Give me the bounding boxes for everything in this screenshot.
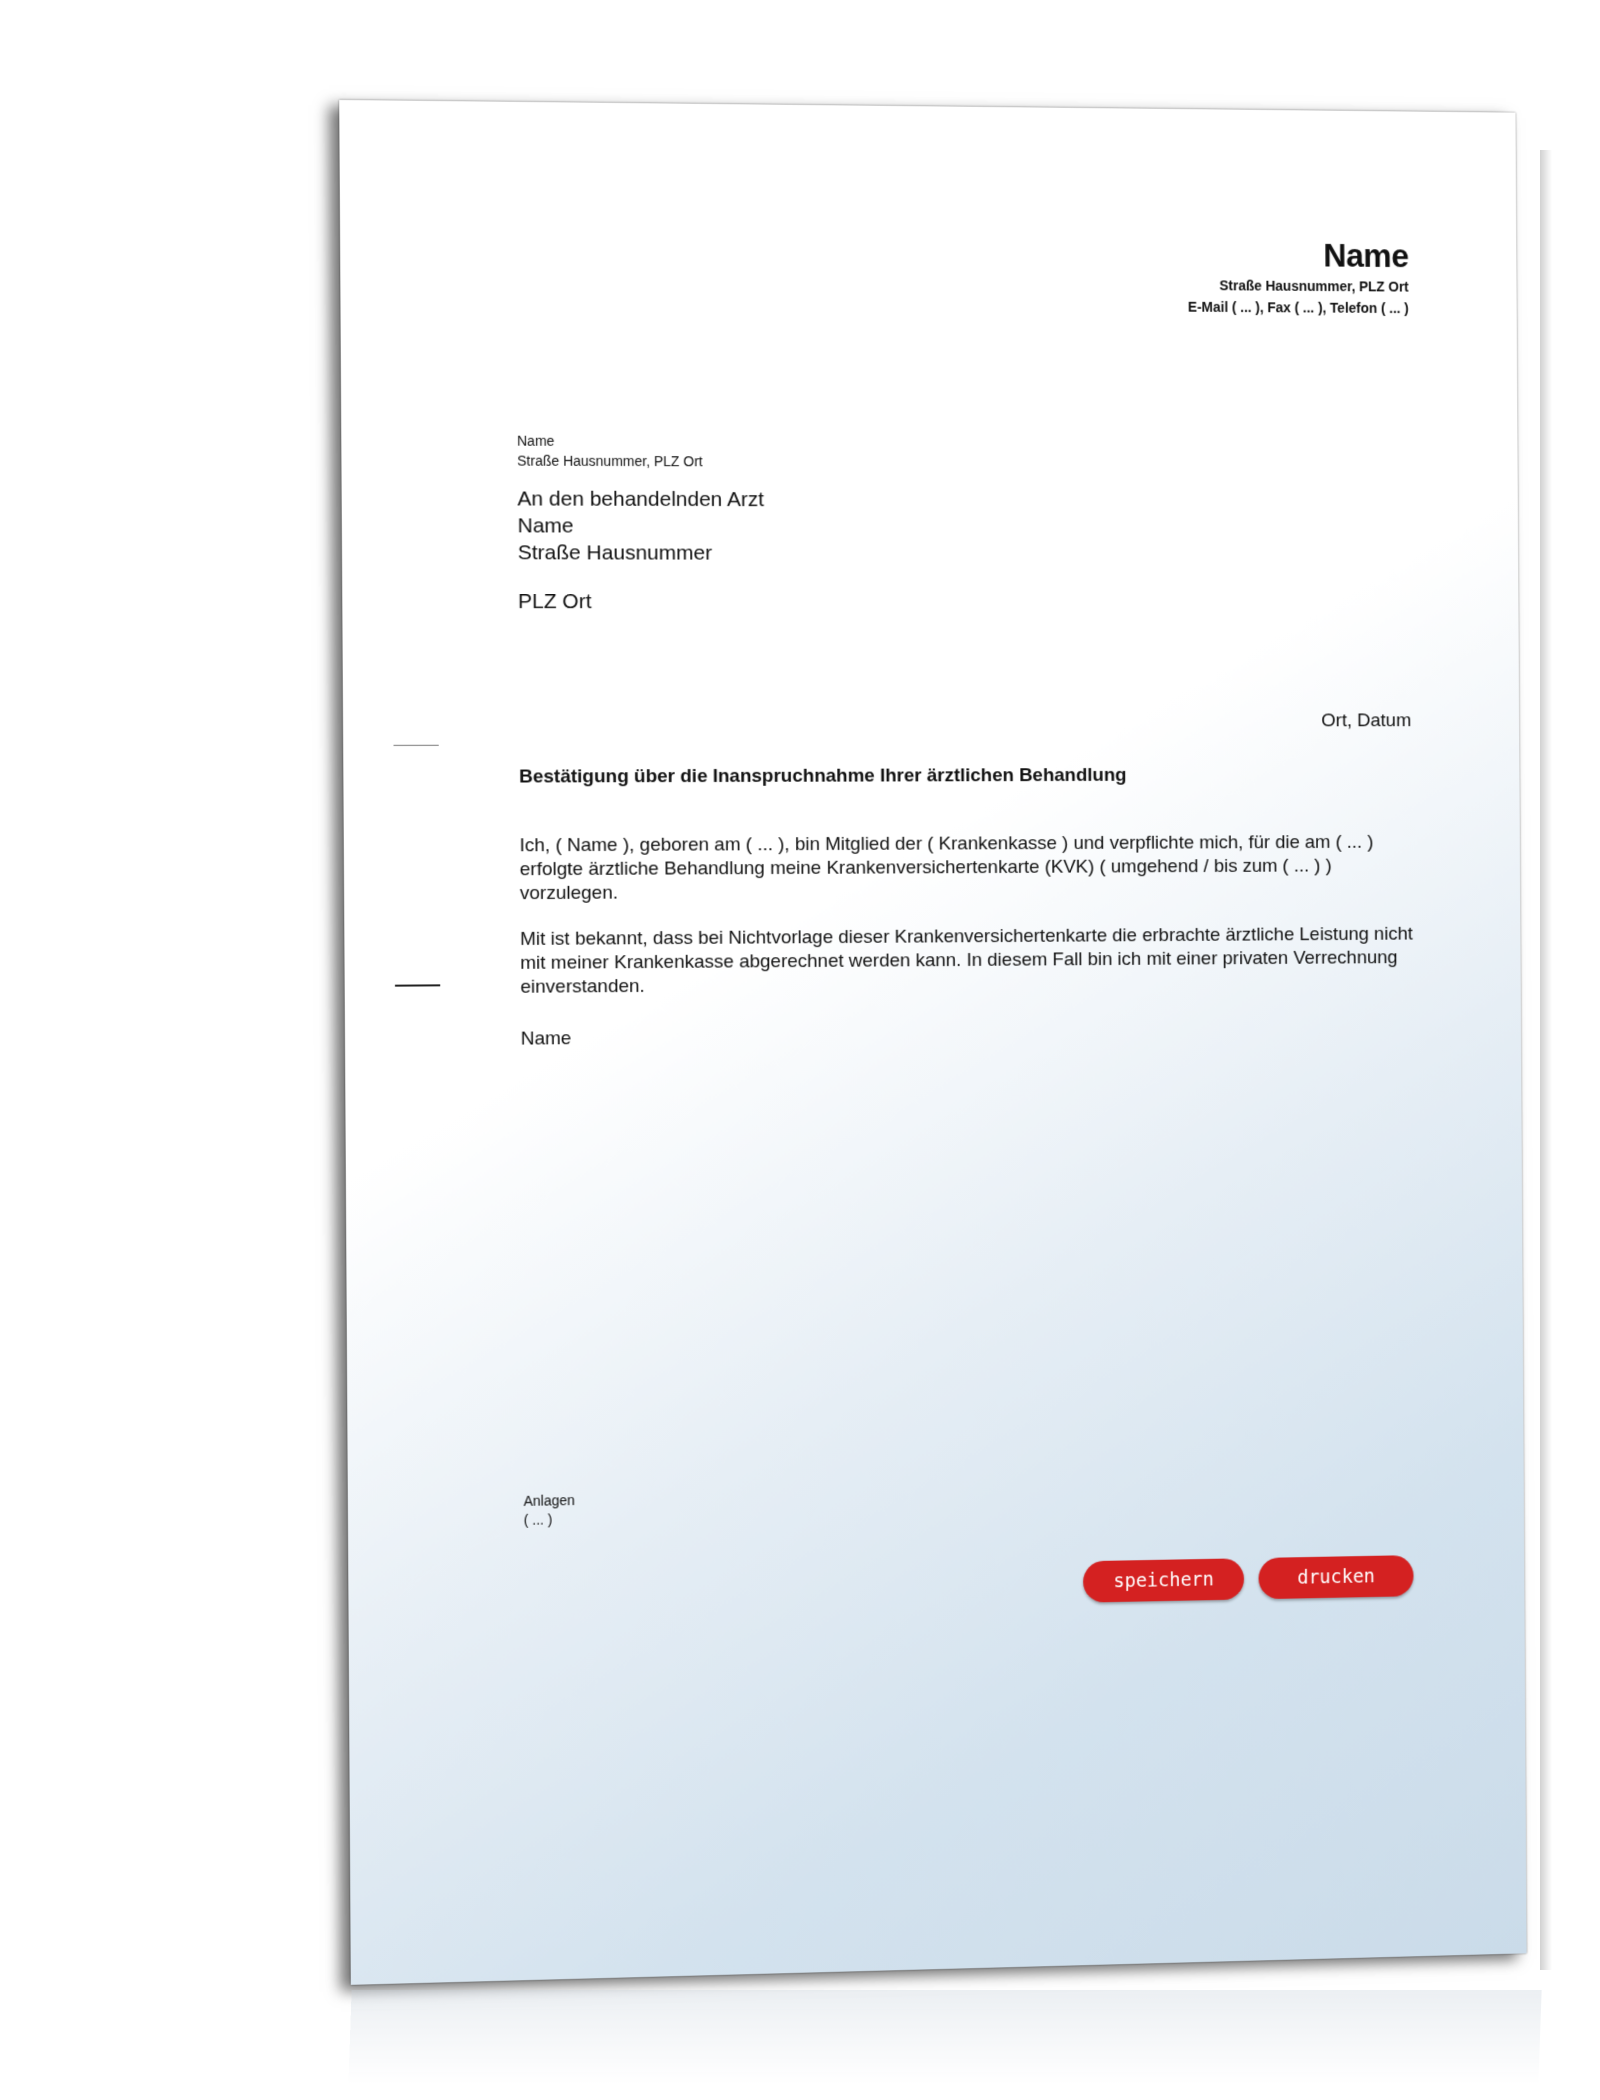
letter-body — [519, 831, 1424, 1022]
recipient-line: An den behandelnden Arzt — [517, 487, 765, 512]
recipient-line: Name — [517, 514, 574, 538]
attachments-block — [524, 1491, 576, 1530]
place-date: Ort, Datum — [1321, 710, 1412, 732]
body-paragraph: Mit ist bekannt, dass bei Nichtvorlage dieser Krankenversichertenkarte die erbrachte ärztliche Leistung nicht mit meiner Krankenkasse abgerechnet werden kann. In diesem Fall bin ich mit einer privaten Verrechnung einverstanden. — [520, 923, 1413, 998]
recipient-line: PLZ Ort — [517, 590, 592, 614]
punch-mark — [395, 984, 440, 986]
attachments-label: Anlagen — [523, 1492, 575, 1509]
sender-contact: E-Mail ( ... ), Fax ( ... ), Telefon ( ... ) — [1187, 298, 1409, 317]
recipient-line: Straße Hausnummer — [517, 541, 713, 565]
fold-mark — [394, 745, 439, 746]
subject-line: Bestätigung über die Inanspruchnahme Ihrer ärztlichen Behandlung — [519, 765, 1127, 788]
sender-address: Straße Hausnummer, PLZ Ort — [1219, 277, 1409, 295]
recipient-block — [517, 486, 764, 616]
attachments-value: ( ... ) — [523, 1511, 553, 1528]
signature-name: Name — [520, 1028, 572, 1050]
sender-name: Name — [1323, 237, 1409, 274]
body-paragraph: Ich, ( Name ), geboren am ( ... ), bin Mitglied der ( Krankenkasse ) und verpflichte mich, für die am ( ... ) erfolgte ärztliche Behandlung meine Krankenversichertenkarte (KVK) ( umgehend / bis zum ( ... ) ) vorzulegen. — [519, 832, 1374, 905]
page-reflection — [348, 1990, 1541, 2085]
letter-page — [339, 100, 1526, 1985]
sender-header — [1188, 235, 1409, 319]
return-name: Name — [517, 432, 555, 449]
return-street: Straße Hausnummer, PLZ Ort — [517, 452, 703, 470]
save-button[interactable]: speichern — [1083, 1558, 1244, 1602]
sheet-shadow — [1540, 150, 1552, 1970]
print-button[interactable]: drucken — [1258, 1555, 1413, 1599]
return-address — [517, 431, 703, 471]
